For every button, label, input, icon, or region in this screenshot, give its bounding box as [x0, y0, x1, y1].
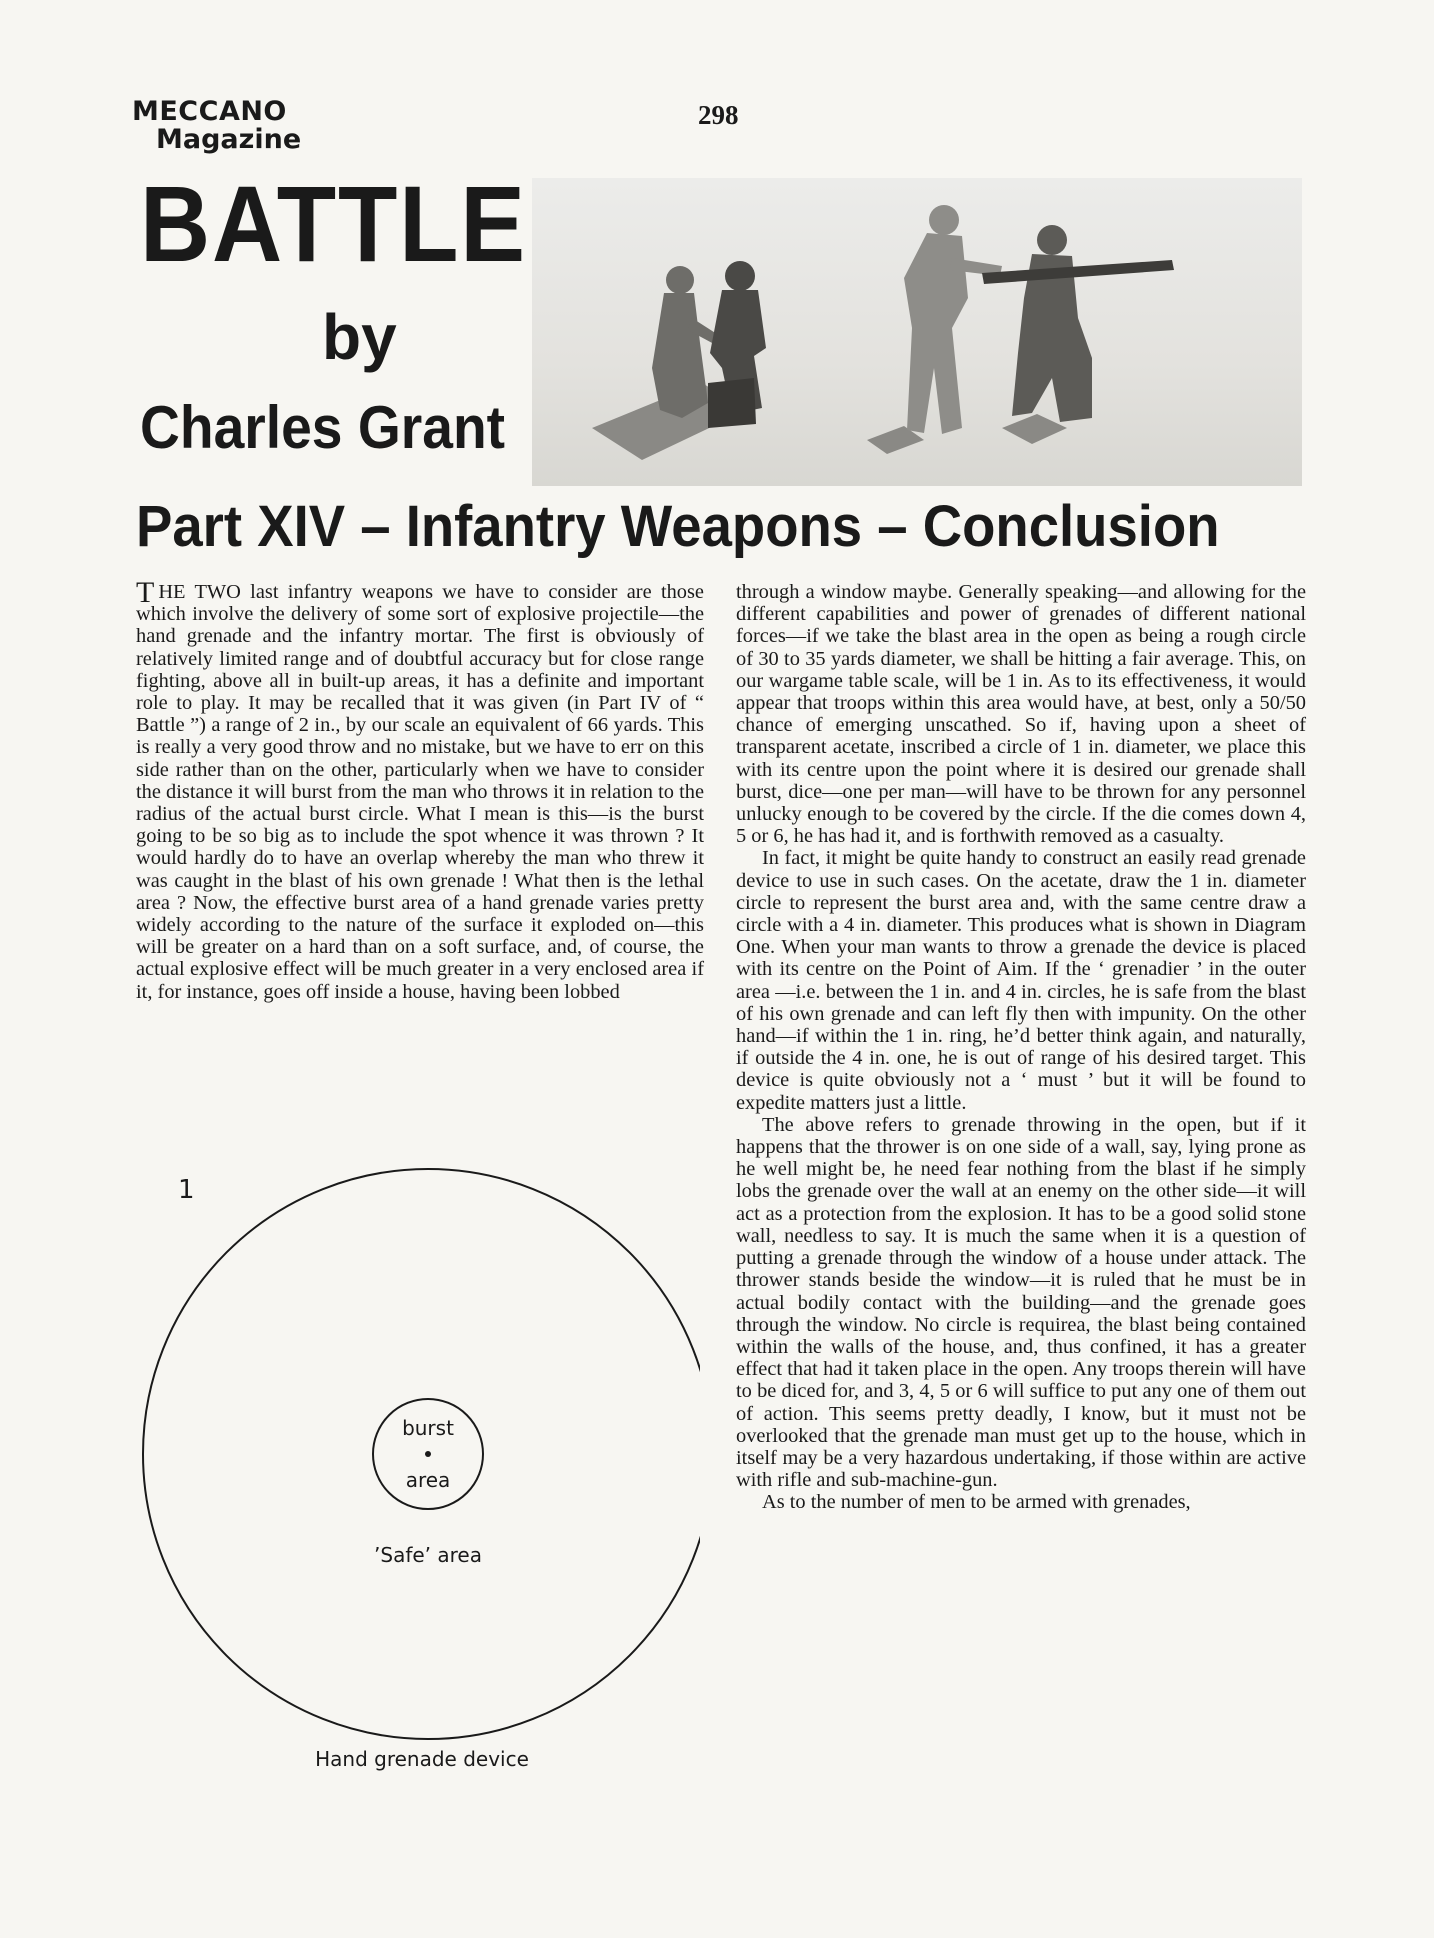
burst-label: burst: [402, 1416, 454, 1440]
drop-cap: T: [136, 576, 155, 609]
article-paragraph: [136, 576, 704, 1003]
toy-soldiers-photo: [532, 178, 1302, 486]
soldier-figures-image: [532, 178, 1302, 486]
grenade-circles-diagram: [140, 1160, 700, 1780]
title-battle: BATTLE: [140, 163, 527, 284]
area-label: area: [405, 1468, 451, 1492]
article-paragraph: The above refers to grenade throwing in the open, but if it happens that the thrower is on one side of a wall, say, lying prone as he well might be, he need fear nothing from the blast if he simply lobs the grenade over the wall at an enemy on the other side—it will act as a protection from the explosion. It has to be a good solid stone wall, needless to say. It is much the same when it is a question of putting a grenade through the window of a house under attack. The thrower stands beside the window—it is ruled that he must be in actual bodily contact with the building—and the grenade goes through the window. No circle is requirea, the blast being contained within the walls of the house, and, thus confined, it has a greater effect that had it taken place in the open. Any troops therein will have to be diced for, and 3, 4, 5 or 6 will suffice to put any one of them out of action. This seems pretty deadly, I know, but it must not be overlooked that the grenade man must get up to the house, which in itself may be a very hazardous undertaking, if those within are active with rifle and sub-machine-gun.: [736, 1113, 1306, 1492]
article-paragraph: As to the number of men to be armed with grenades,: [762, 1491, 1191, 1514]
diagram-caption: Hand grenade device: [315, 1747, 529, 1771]
article-subtitle: Part XIV – Infantry Weapons – Conclusion: [136, 494, 1220, 559]
title-author: Charles Grant: [140, 394, 506, 461]
masthead-meccano: MECCANO: [132, 96, 287, 127]
safe-area-label: ’Safe’ area: [374, 1543, 482, 1567]
article-column-left: [136, 576, 704, 1003]
article-left-text: HE TWO last infantry weapons we have to consider are those which involve the delivery of some sort of explosive projectile—the hand grenade and the infantry mortar. The first is obviously of relatively limited range and of doubtful accuracy but for close range fighting, above all in built-up areas, it has a definite and important role to play. It may be recalled that it was given (in Part IV of “ Battle ”) a range of 2 in., by our scale an equivalent of 66 yards. This is really a very good throw and no mistake, but we have to err on this side rather than on the other, particularly when we have to consider the distance it will burst from the man who throws it in relation to the radius of the actual burst circle. What I mean is this—is the burst going to be so big as to include the spot whence it was thrown ? It would hardly do to have an overlap whereby the man who threw it was caught in the blast of his own grenade ! What then is the lethal area ? Now, the effective burst area of a hand grenade varies pretty widely according to the nature of the surface it exploded on—this will be greater on a hard than on a soft surface, and, of course, the actual explosive effect will be much greater in a very enclosed area if it, for instance, goes off inside a house, having been lobbed: [136, 581, 704, 1003]
article-column-right: [736, 581, 1306, 1514]
article-paragraph: In fact, it might be quite handy to construct an easily read grenade device to use in such cases. On the acetate, draw the 1 in. diameter circle to represent the burst area and, with the same centre draw a circle with a 4 in. diameter. This produces what is shown in Diagram One. When your man wants to throw a grenade the device is placed with its centre on the Point of Aim. If the ‘ grenadier ’ in the outer area —i.e. between the 1 in. and 4 in. circles, he is safe from the blast of his own grenade and can left fly then with impunity. On the other hand—if within the 1 in. ring, he’d better think again, and naturally, if outside the 4 in. one, he is out of range of his desired target. This device is quite obviously not a ‘ must ’ but it will be found to expedite matters just a little.: [736, 847, 1306, 1114]
title-by: by: [322, 301, 397, 373]
outer-4in-circle: [143, 1169, 700, 1739]
hand-grenade-diagram: [140, 1160, 700, 1780]
article-paragraph: through a window maybe. Generally speaking—and allowing for the different capabilities and power of grenades of different national forces—if we take the blast area in the open as being a rough circle of 30 to 35 yards diameter, we shall be hitting a fair average. This, on our wargame table scale, will be 1 in. As to its effectiveness, it would appear that troops within this area would have, at best, only a 50/50 chance of emerging unscathed. So if, having upon a sheet of transparent acetate, inscribed a circle of 1 in. diameter, we place this with its centre upon the point where it is desired our grenade shall burst, dice—one per man—will have to be thrown for any personnel unlucky enough to be covered by the circle. If the die comes down 4, 5 or 6, he has had it, and is forthwith removed as a casualty.: [736, 581, 1306, 848]
masthead-magazine: Magazine: [156, 124, 302, 156]
point-of-aim-dot: [425, 1451, 431, 1457]
masthead: [132, 98, 301, 155]
diagram-number: 1: [178, 1175, 195, 1205]
page-number: 298: [698, 100, 739, 130]
